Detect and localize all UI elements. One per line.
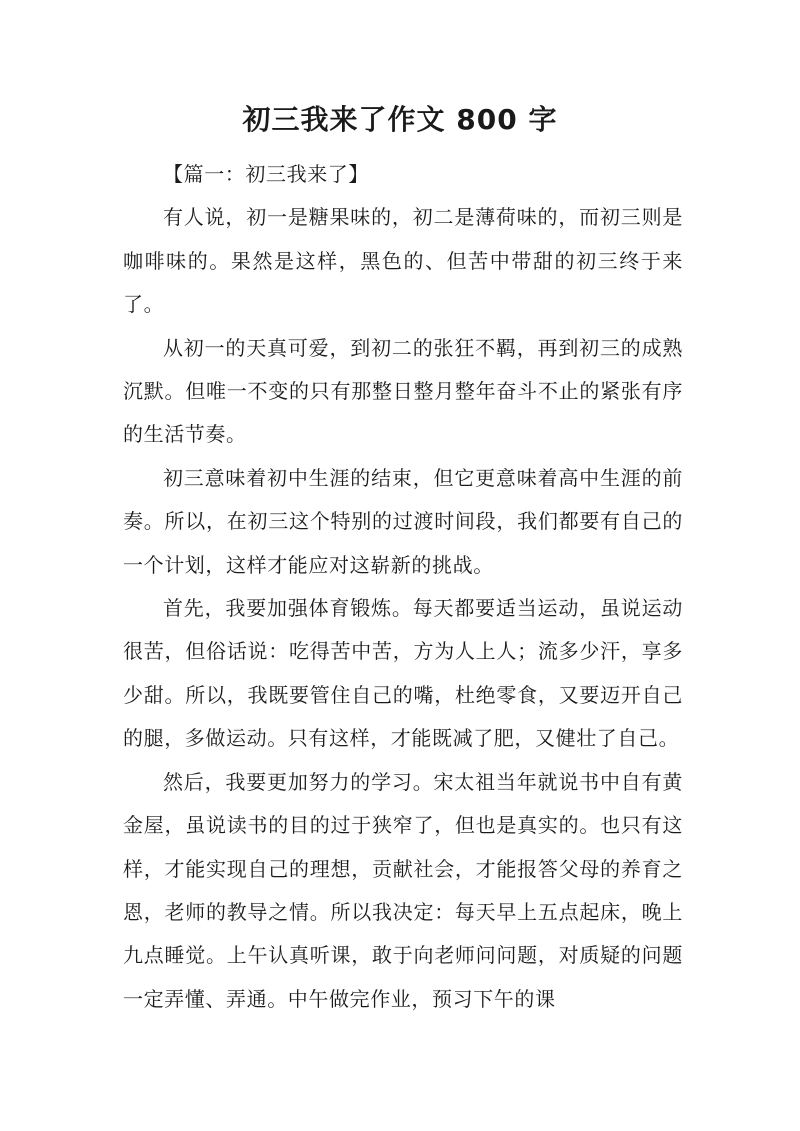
paragraph-3: 初三意味着初中生涯的结束，但它更意味着高中生涯的前奏。所以，在初三这个特别的过渡时间段，我们都要有自己的一个计划，这样才能应对这崭新的挑战。 (123, 465, 683, 577)
document-body (123, 153, 683, 1021)
paragraph-4: 首先，我要加强体育锻炼。每天都要适当运动，虽说运动很苦，但俗话说：吃得苦中苦，方为人上人；流多少汗，享多少甜。所以，我既要管住自己的嘴，杜绝零食，又要迈开自己的腿，多做运动。只有这样，才能既减了肥，又健壮了自己。 (123, 596, 683, 751)
paragraph-2: 从初一的天真可爱，到初二的张狂不羁，再到初三的成熟沉默。但唯一不变的只有那整日整月整年奋斗不止的紧张有序的生活节奏。 (123, 335, 683, 447)
paragraph-5: 然后，我要更加努力的学习。宋太祖当年就说书中自有黄金屋，虽说读书的目的过于狭窄了，但也是真实的。也只有这样，才能实现自己的理想，贡献社会，才能报答父母的养育之恩，老师的教导之情。所以我决定：每天早上五点起床，晚上九点睡觉。上午认真听课，敢于向老师问问题，对质疑的问题一定弄懂、弄通。中午做完作业，预习下午的课 (123, 769, 683, 1011)
paragraph-1: 有人说，初一是糖果味的，初二是薄荷味的，而初三则是咖啡味的。果然是这样，黑色的、但苦中带甜的初三终于来了。 (123, 205, 683, 317)
section-heading: 【篇一：初三我来了】 (163, 162, 369, 186)
page-title: 初三我来了作文 800 字 (242, 103, 558, 136)
